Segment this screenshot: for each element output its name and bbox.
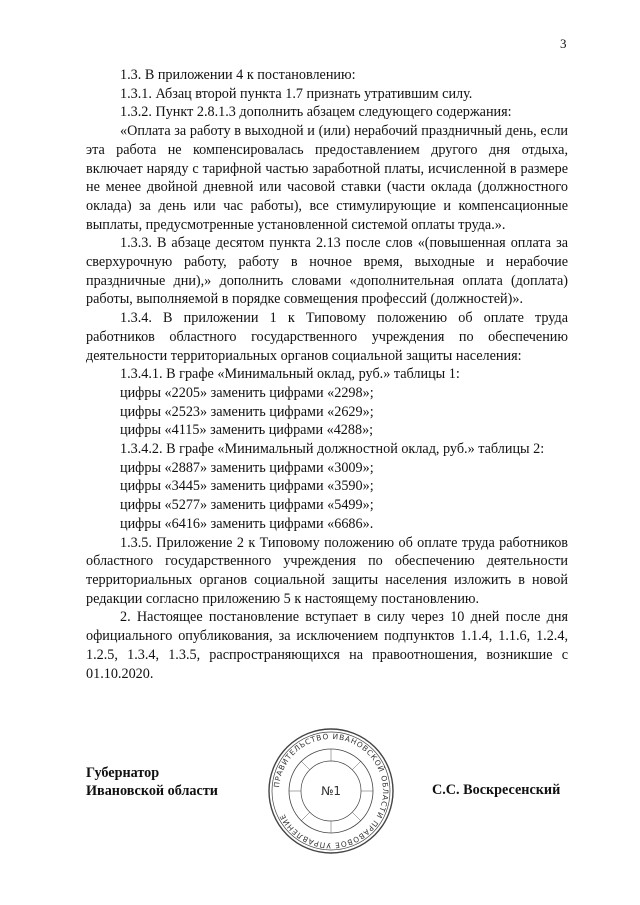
signatory-title-line1: Губернатор: [86, 765, 160, 781]
paragraph: цифры «3445» заменить цифрами «3590»;: [120, 478, 374, 495]
paragraph: 1.3.2. Пункт 2.8.1.3 дополнить абзацем следующего содержания:: [120, 104, 512, 121]
paragraph: цифры «2887» заменить цифрами «3009»;: [120, 459, 374, 476]
signatory-title: [86, 764, 218, 800]
paragraph: 1.3.4. В приложении 1 к Типовому положению об оплате труда работников областного государственного учреждения по обеспечению деятельности территориальных органов социальной защиты населения:: [86, 310, 568, 364]
paragraph: «Оплата за работу в выходной и (или) нерабочий праздничный день, если эта работа не компенсировалась предоставлением другого дня отдыха, включает наряду с тарифной частью заработной платы, исчисленной в размере не менее двойной дневной или часовой ставки (части оклада (должностного оклада) за день или час работы), все стимулирующие и компенсационные выплаты, предусмотренные установленной системой оплаты труда.».: [86, 123, 568, 233]
paragraph: 2. Настоящее постановление вступает в силу через 10 дней после дня официального опубликования, за исключением подпунктов 1.1.4, 1.1.6, 1.2.4, 1.2.5, 1.3.4, 1.3.5, распространяющихся на правоотношения, возникшие с 01.10.2020.: [86, 609, 568, 682]
paragraph: 1.3.4.2. В графе «Минимальный должностной оклад, руб.» таблицы 2:: [120, 441, 545, 458]
paragraph: 1.3.5. Приложение 2 к Типовому положению об оплате труда работников областного государственного учреждения по обеспечению деятельности территориальных органов социальной защиты населения изложить в новой редакции согласно приложению 5 к настоящему постановлению.: [86, 534, 568, 607]
paragraph: 1.3.3. В абзаце десятом пункта 2.13 после слов «(повышенная оплата за сверхурочную работу, работу в ночное время, выходные и нерабочие праздничные дни),» дополнить словами «дополнительная оплата (доплата) работы, выполняемой в порядке совмещения профессий (должностей)».: [86, 235, 568, 308]
paragraph: цифры «5277» заменить цифрами «5499»;: [120, 497, 374, 514]
seal-number: №1: [320, 784, 342, 798]
paragraph: 1.3.1. Абзац второй пункта 1.7 признать утратившим силу.: [120, 85, 473, 102]
paragraph: 1.3. В приложении 4 к постановлению:: [120, 67, 356, 83]
paragraph: цифры «2205» заменить цифрами «2298»;: [120, 384, 374, 401]
paragraph: цифры «6416» заменить цифрами «6686».: [120, 515, 374, 532]
signatory-title-line2: Ивановской области: [86, 783, 218, 799]
paragraph: 1.3.4.1. В графе «Минимальный оклад, руб.» таблицы 1:: [120, 366, 460, 383]
paragraph: цифры «4115» заменить цифрами «4288»;: [120, 422, 374, 439]
official-seal-icon: [266, 726, 396, 856]
document-body: [86, 66, 568, 683]
paragraph: цифры «2523» заменить цифрами «2629»;: [120, 403, 374, 420]
seal-text: ПРАВИТЕЛЬСТВО ИВАНОВСКОЙ ОБЛАСТИ ПРАВОВОЕ УПРАВЛЕНИЕ: [272, 731, 391, 851]
page-number: 3: [560, 36, 567, 51]
signatory-name: С.С. Воскресенский: [432, 782, 561, 798]
